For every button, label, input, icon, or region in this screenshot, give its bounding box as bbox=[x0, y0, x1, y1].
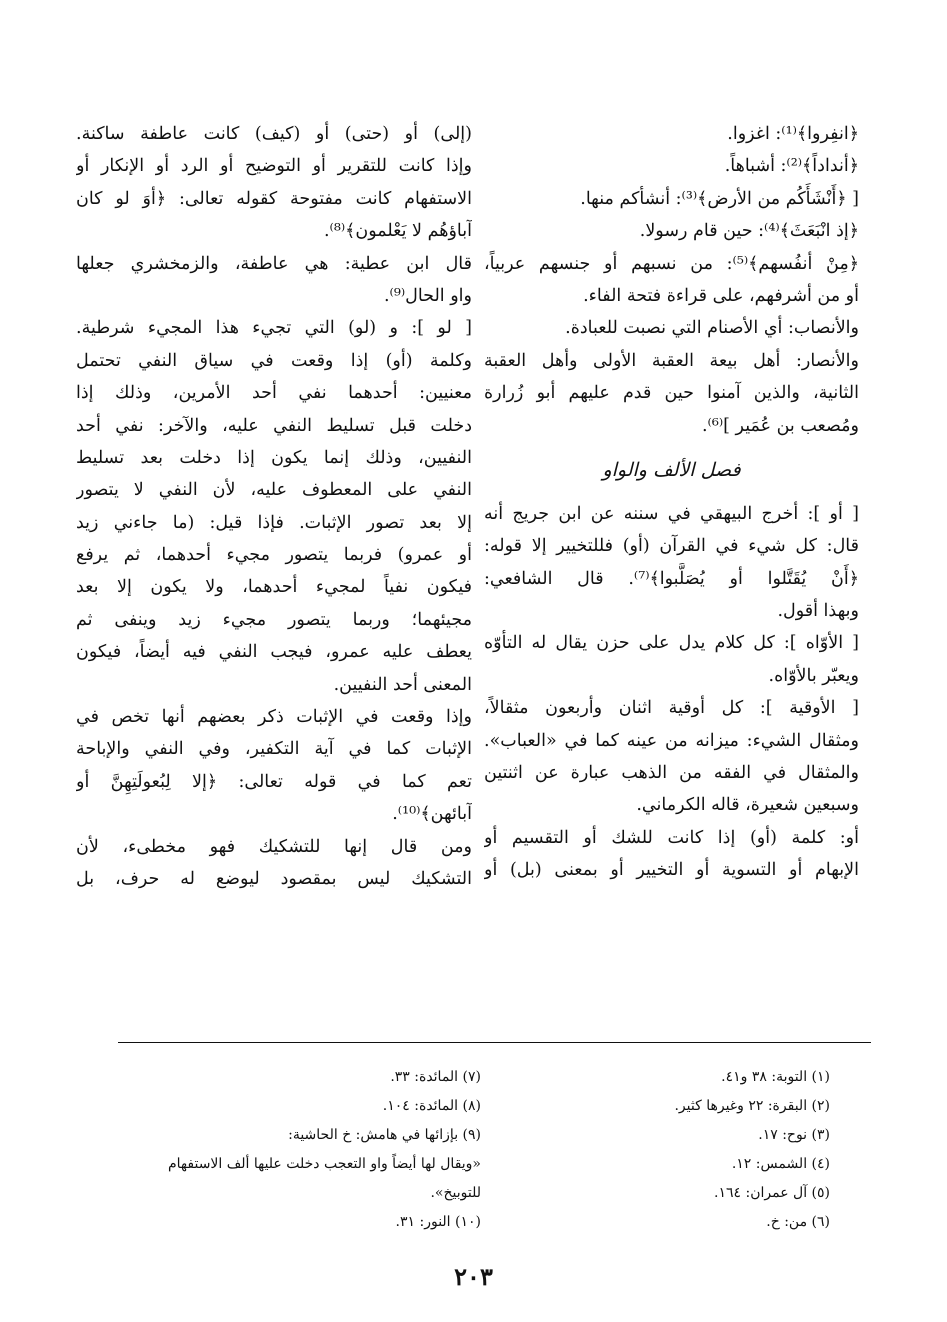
text-line: ﴿أنداداً﴾⁽²⁾: أشباهاً. bbox=[724, 156, 859, 177]
text-line: والأنصار: أهل بيعة العقبة الأولى وأهل العقبة bbox=[484, 350, 859, 371]
text-line: ﴿انفِروا﴾⁽¹⁾: اغزوا. bbox=[727, 124, 859, 144]
text-line: تعم كما في قوله تعالى: ﴿إلا لِبُعولَتِهِنَّ أو bbox=[76, 771, 472, 792]
footnote: «ويقال لها أيضاً واو التعجب دخلت عليها ألف الاستفهام bbox=[168, 1156, 481, 1172]
text-line: (إلى) أو (حتى) أو (كيف) كانت عاطفة ساكنة. bbox=[76, 124, 472, 144]
text-line: واو الحال⁽⁹⁾. bbox=[383, 285, 472, 306]
text-line: ﴿أَنْ يُقَتَّلوا أو يُصَلَّبوا﴾⁽⁷⁾. قال الشافعي: bbox=[484, 568, 859, 589]
footnote: (١) التوبة: ٣٨ و٤١. bbox=[721, 1069, 830, 1085]
text-line: أو عمرو) فربما يتصور مجيء أحدهما، ثم يرفع bbox=[76, 545, 472, 566]
text-line: [ ﴿أَنْشَأَكُم من الأرض﴾⁽³⁾: أنشأكم منها. bbox=[580, 188, 859, 209]
footnote: (١٠) النور: ٣١. bbox=[395, 1214, 481, 1230]
right-text-column bbox=[484, 118, 859, 887]
text-line: معنيين: أحدهما نفي أحد الأمرين، وذلك إذا bbox=[76, 383, 472, 404]
footnote: (٢) البقرة: ٢٢ وغيرها كثير. bbox=[674, 1098, 830, 1114]
text-line: الاستفهام كانت مفتوحة كقوله تعالى: ﴿أوَ لو كان bbox=[76, 188, 472, 209]
text-line: وسبعين شعيرة، قاله الكرماني. bbox=[636, 795, 859, 816]
text-line: النفيين، وذلك إنما يكون إذا دخلت بعد تسليط bbox=[76, 447, 472, 468]
left-text-column bbox=[76, 118, 472, 895]
text-line: أو: كلمة (أو) إذا كانت للشك أو التقسيم أو bbox=[484, 827, 859, 848]
text-line: مجيئهما؛ وربما يتصور مجيء زيد وينفى ثم bbox=[76, 609, 472, 630]
text-line: والمثقال في الفقه من الذهب عبارة عن اثنتين bbox=[484, 763, 859, 784]
text-line: [ لو ]: و (لو) التي تجيء هذا المجيء شرطية. bbox=[76, 318, 472, 339]
footnote: (٣) نوح: ١٧. bbox=[758, 1127, 830, 1143]
text-line: ﴿مِنْ أنفُسهم﴾⁽⁵⁾: من نسبهم أو جنسهم عربياً، bbox=[484, 253, 859, 274]
text-line: وبهذا أقول. bbox=[777, 601, 859, 622]
text-line: وإذا وقعت في الإثبات ذكر بعضهم أنها تخص في bbox=[76, 707, 472, 728]
text-line: وكلمة (أو) إذا وقعت في سياق النفي تحتمل bbox=[76, 350, 472, 371]
text-line: التشكيك ليس بمقصود ليوضع له حرف، بل bbox=[76, 868, 472, 889]
text-line: ومثقال الشيء: ميزانه من عينه كما في «العباب». bbox=[484, 730, 859, 751]
footnotes-left bbox=[111, 1063, 481, 1237]
footnote: (٥) آل عمران: ١٦٤. bbox=[714, 1185, 830, 1201]
text-line: ﴿إذ انْبَعَثَ﴾⁽⁴⁾: حين قام رسولا. bbox=[639, 221, 859, 242]
text-line: قال ابن عطية: هي عاطفة، والزمخشري جعلها bbox=[76, 253, 472, 274]
section-heading: فصل الألف والواو bbox=[602, 458, 741, 481]
text-line: ويعبّر بالأوّاه. bbox=[768, 665, 859, 686]
text-line: وإذا كانت للتقرير أو التوضيح أو الرد أو الإنكار أو bbox=[76, 156, 472, 177]
text-line: ومن قال إنها للتشكيك فهو مخطىء، لأن bbox=[76, 836, 472, 857]
footnote: للتوبيخ». bbox=[430, 1185, 481, 1201]
text-line: آباؤهُم لا يَعْلمون﴾⁽⁸⁾. bbox=[323, 221, 472, 242]
text-line: [ أو ]: أخرج البيهقي في سننه عن ابن جريج أنه bbox=[484, 503, 859, 524]
text-line: الإثبات كما في آية التكفير، وفي النفي والإباحة bbox=[76, 739, 472, 760]
text-line: فيكون نفياً لمجيء أحدهما، ولا يكون إلا بعد bbox=[76, 577, 472, 598]
footnote: (٦) من: خ. bbox=[766, 1214, 830, 1230]
footnote: (٤) الشمس: ١٢. bbox=[731, 1156, 830, 1172]
footnote: (٨) المائدة: ١٠٤. bbox=[382, 1098, 481, 1114]
text-line: ومُصعب بن عُمَير ]⁽⁶⁾. bbox=[701, 415, 859, 436]
text-line: [ الأوّاه ]: كل كلام يدل على حزن يقال له التأوّه bbox=[484, 633, 859, 654]
footnotes-right bbox=[500, 1063, 830, 1237]
text-line: المعنى أحد النفيين. bbox=[333, 674, 472, 695]
text-line: إلا بعد تصور الإثبات. فإذا قيل: (ما جاءني زيد bbox=[76, 512, 472, 533]
text-line: الإبهام أو التسوية أو التخيير أو بمعنى (بل) أو bbox=[484, 860, 859, 881]
text-line: يعطف عليه عمرو، فيجب النفي فيه أيضاً، فيكون bbox=[76, 642, 472, 663]
text-line: [ الأوقية ]: كل أوقية اثنان وأربعون مثقالاً، bbox=[484, 698, 859, 719]
text-line: آبائهن﴾⁽¹⁰⁾. bbox=[392, 804, 472, 825]
footnote: (٧) المائدة: ٣٣. bbox=[390, 1069, 481, 1085]
text-line: النفي على المعطوف عليه، لأن النفي لا يتصور bbox=[76, 480, 472, 501]
text-line: الثانية، والذين آمنوا حين قدم عليهم أبو زُرارة bbox=[484, 383, 859, 404]
footnote: (٩) بإزائها في هامش: خ الحاشية: bbox=[288, 1127, 481, 1143]
text-line: والأنصاب: أي الأصنام التي نصبت للعبادة. bbox=[565, 318, 859, 339]
text-line: أو من أشرفهم، على قراءة فتحة الفاء. bbox=[583, 285, 859, 306]
text-line: قال: كل شيء في القرآن (أو) فللتخيير إلا قوله: bbox=[484, 536, 859, 557]
text-line: دخلت قبل تسليط النفي عليه، والآخر: نفي أحد bbox=[76, 415, 472, 436]
footnote-divider bbox=[118, 1042, 871, 1043]
page-number: ٢٠٣ bbox=[454, 1262, 493, 1291]
